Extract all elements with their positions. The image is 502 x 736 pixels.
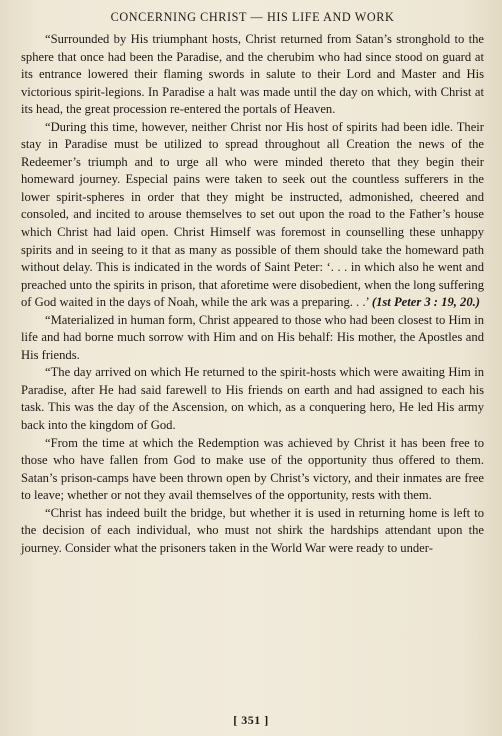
paragraph-text: “During this time, however, neither Christ nor His host of spirits had been idle. Their stay in Paradise must be utilized to spread throughout all Creation the news of the Redeemer’s triumph and to urge all who were minded thereto that they begin their homeward journey. Especial pains were taken to seek out the countless sufferers in the lower spirit-spheres in order that they might be instructed, admonished, cheered and consoled, and incited to arouse themselves to set out upon the road to the Father’s house which Christ had laid open. Christ Himself was foremost in counselling these unhappy spirits and in seeing to it that as many as possible of them should take the homeward path without delay. This is indicated in the words of Saint Peter: ‘. . . in which also he went and preached unto the spirits in prison, that aforetime were disobedient, when the long suffering of God waited in the days of Noah, while the ark was a preparing. . .’ — [21, 119, 484, 310]
paragraph: “From the time at which the Redemption was achieved by Christ it has been free to those who have fallen from God to make use of the opportunity thus offered to them. Satan’s prison-camps have been thrown open by Christ’s victory, and their inmates are free to leave; whether or not they avail themselves of the opportunity, rests with them. — [21, 435, 484, 503]
running-head: CONCERNING CHRIST — HIS LIFE AND WORK — [110, 10, 395, 24]
paragraph — [21, 119, 484, 312]
page-number: [ 351 ] — [233, 713, 269, 727]
scripture-citation: (1st Peter 3 : 19, 20.) — [371, 295, 480, 310]
paragraph: “Materialized in human form, Christ appeared to those who had been closest to Him in life and had borne much sorrow with Him and on His behalf: His mother, the Apostles and His friends. — [21, 312, 484, 362]
paragraph: “Surrounded by His triumphant hosts, Christ returned from Satan’s stronghold to the sphere that once had been the Paradise, and the cherubim who had since stood on guard at its entrance lowered their flaming swords in salute to their Lord and Master and His victorious spirit-legions. In Paradise a halt was made until the day on which, with Christ at its head, the great procession re-entered the portals of Heaven. — [21, 32, 484, 117]
paragraph: “Christ has indeed built the bridge, but whether it is used in returning home is left to the decision of each individual, who must not shirk the hardships attendant upon the journey. Consider what the prisoners taken in the World War were ready to under- — [21, 505, 484, 555]
paragraph: “The day arrived on which He returned to the spirit-hosts which were awaiting Him in Paradise, after He had said farewell to His friends on earth and had assigned to each his task. This was the day of the Ascension, on which, as a conquering hero, He led His army back into the kingdom of God. — [21, 365, 484, 433]
